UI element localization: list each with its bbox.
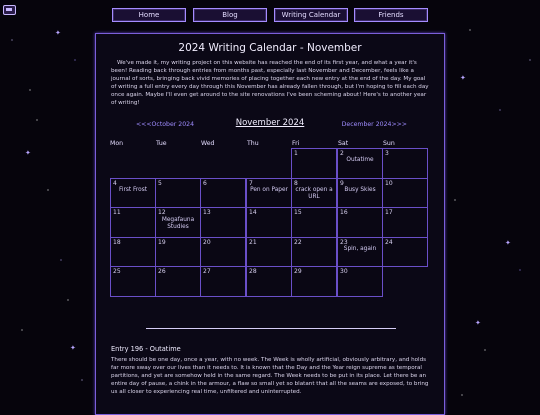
current-month-link[interactable]: November 2024 — [235, 118, 305, 128]
day-number: 24 — [385, 239, 393, 246]
calendar-day-cell — [291, 237, 337, 267]
day-number: 7 — [249, 180, 253, 187]
calendar-day-cell — [246, 237, 292, 267]
entry-link[interactable]: Megafauna Studies — [161, 217, 195, 230]
main-panel — [95, 33, 445, 415]
weekday-header: Thu — [247, 140, 259, 147]
nav-blog-button[interactable]: Blog — [193, 8, 267, 22]
calendar-day-cell — [337, 148, 383, 179]
day-number: 6 — [203, 180, 207, 187]
star-icon: ✦ — [475, 319, 481, 327]
previous-month-link[interactable]: <<<October 2024 — [136, 121, 195, 128]
calendar-day-cell — [155, 266, 201, 297]
intro-paragraph: We've made it, my writing project on this website has reached the end of its first year, and what a year it's been! Reading back through entries from months past, especially last November and December, feels like a journal of sorts, bringing back vivid memories of placing together each new entry at the end of the day. My goal of writing a full entry every day through this November has already fallen through, but I'm hoping to fill each day once again. Maybe I'll even get around to the site renovations I've been scheming about! Here's to another year of writing! — [111, 60, 429, 106]
day-number: 19 — [158, 239, 166, 246]
day-number: 5 — [158, 180, 162, 187]
calendar-day-cell — [337, 207, 383, 238]
calendar-day-cell — [246, 178, 292, 208]
calendar-empty-cell — [246, 148, 292, 179]
calendar-day-cell — [200, 207, 246, 238]
entry-link[interactable]: Busy Skies — [344, 187, 376, 193]
weekday-header: Fri — [292, 140, 300, 147]
calendar-day-cell — [382, 148, 428, 179]
entry-link[interactable]: crack open a URL — [295, 187, 333, 200]
entry-link[interactable]: Pen on Paper — [250, 187, 288, 193]
day-number: 13 — [203, 209, 211, 216]
page-title: 2024 Writing Calendar - November — [178, 42, 362, 54]
nav-friends-button[interactable]: Friends — [354, 8, 428, 22]
section-divider — [146, 328, 396, 329]
day-number: 15 — [294, 209, 302, 216]
weekday-header: Mon — [110, 140, 124, 147]
calendar-empty-cell — [110, 148, 156, 179]
day-number: 28 — [249, 268, 257, 275]
entry-link[interactable]: Spin, again — [343, 246, 377, 252]
calendar-empty-cell — [382, 266, 428, 297]
day-number: 22 — [294, 239, 302, 246]
day-number: 27 — [203, 268, 211, 275]
star-icon: ✦ — [460, 74, 466, 82]
calendar-day-cell — [291, 207, 337, 238]
calendar-empty-cell — [155, 148, 201, 179]
star-icon: ✦ — [55, 29, 61, 37]
entry-link[interactable]: Outatime — [346, 157, 374, 163]
day-number: 1 — [294, 150, 298, 157]
calendar-day-cell — [200, 178, 246, 208]
calendar-day-cell — [382, 237, 428, 267]
calendar-day-cell — [382, 207, 428, 238]
month-navigation — [96, 120, 444, 132]
nav-home-button[interactable]: Home — [112, 8, 186, 22]
nav-writing-calendar-button[interactable]: Writing Calendar — [274, 8, 348, 22]
calendar-day-cell — [155, 178, 201, 208]
entry-body: There should be one day, once a year, with no week. The Week is wholly artificial, obviously arbitrary, and holds far more sway over our lives than it needs to. It is known that the Day and the Year reign supreme as temporal partitions, and yet are somehow held in the same regard. The Week needs to be put in its place. Let there be an entire day of pause, a chink in the armour, a flaw so small yet so blatant that all the seams are exposed, to bring us all closer to experiencing real time, unfiltered and uninterrupted. — [111, 357, 429, 395]
next-month-link[interactable]: December 2024>>> — [341, 121, 407, 128]
star-icon: ✦ — [25, 149, 31, 157]
entry-title: Entry 196 - Outatime — [111, 345, 181, 353]
calendar-day-cell — [200, 266, 246, 297]
calendar-day-cell — [246, 207, 292, 238]
day-number: 10 — [385, 180, 393, 187]
calendar-grid — [110, 148, 428, 297]
calendar-day-cell — [337, 266, 383, 297]
calendar-day-cell — [382, 178, 428, 208]
day-number: 26 — [158, 268, 166, 275]
calendar-day-cell — [291, 178, 337, 208]
top-nav — [112, 8, 428, 22]
calendar-day-cell — [110, 266, 156, 297]
site-logo-icon[interactable] — [3, 5, 16, 15]
day-number: 12 — [158, 209, 166, 216]
day-number: 23 — [340, 239, 348, 246]
day-number: 14 — [249, 209, 257, 216]
calendar-day-cell — [155, 207, 201, 238]
day-number: 20 — [203, 239, 211, 246]
weekday-header: Wed — [201, 140, 215, 147]
day-number: 30 — [340, 268, 348, 275]
calendar-day-cell — [110, 237, 156, 267]
calendar-day-cell — [110, 178, 156, 208]
entry-link[interactable]: First Frost — [118, 187, 148, 193]
calendar-day-cell — [110, 207, 156, 238]
day-number: 9 — [340, 180, 344, 187]
star-icon: ✦ — [505, 239, 511, 247]
star-icon: ✦ — [70, 344, 76, 352]
calendar-day-cell — [337, 178, 383, 208]
calendar-day-cell — [200, 237, 246, 267]
day-number: 4 — [113, 180, 117, 187]
calendar-day-cell — [291, 148, 337, 179]
day-number: 17 — [385, 209, 393, 216]
weekday-header: Sat — [338, 140, 349, 147]
calendar-day-cell — [337, 237, 383, 267]
day-number: 2 — [340, 150, 344, 157]
calendar-day-cell — [246, 266, 292, 297]
day-number: 3 — [385, 150, 389, 157]
calendar-day-cell — [291, 266, 337, 297]
day-number: 18 — [113, 239, 121, 246]
day-number: 21 — [249, 239, 257, 246]
calendar-day-cell — [155, 237, 201, 267]
calendar-empty-cell — [200, 148, 246, 179]
day-number: 8 — [294, 180, 298, 187]
day-number: 16 — [340, 209, 348, 216]
day-number: 25 — [113, 268, 121, 275]
weekday-header: Tue — [156, 140, 167, 147]
day-number: 29 — [294, 268, 302, 275]
weekday-header: Sun — [383, 140, 395, 147]
day-number: 11 — [113, 209, 121, 216]
